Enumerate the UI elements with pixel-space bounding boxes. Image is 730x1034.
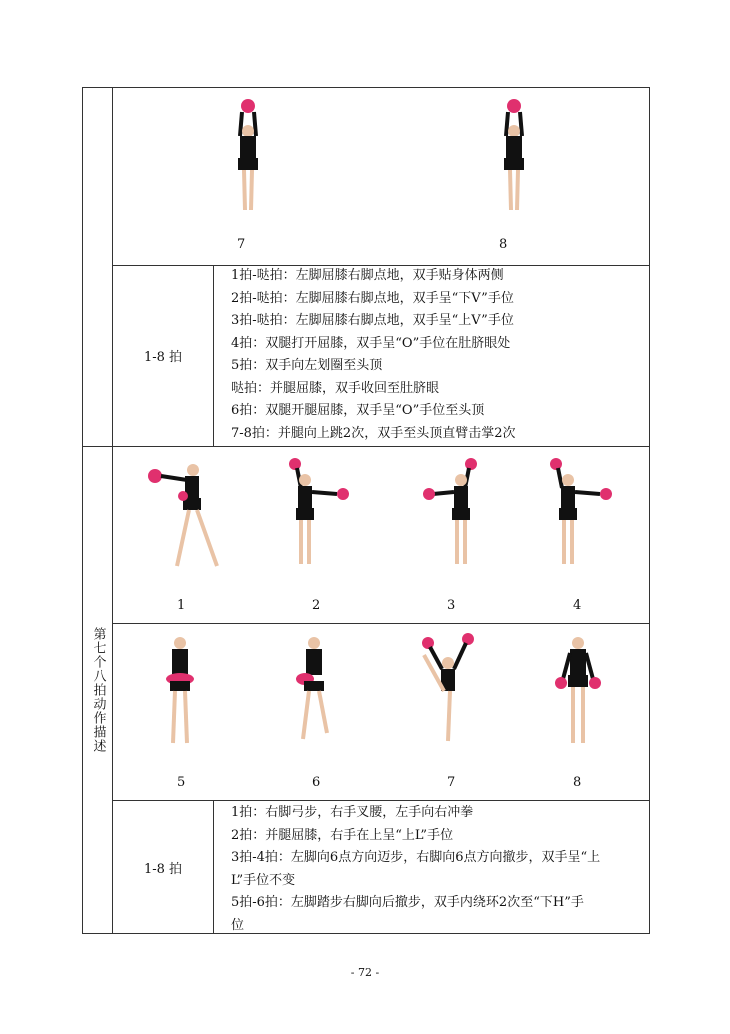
cheerleader-figure xyxy=(285,458,355,578)
cheerleader-figure xyxy=(548,458,618,578)
photo-row-section2-a xyxy=(113,446,650,623)
figure-number: 3 xyxy=(447,598,456,613)
beat-label: 1-8 拍 xyxy=(143,350,183,365)
cheerleader-figure xyxy=(155,635,205,755)
column-divider xyxy=(213,265,214,446)
beat-label: 1-8 拍 xyxy=(143,861,183,877)
section-side-label: 第七个八拍动作描述 xyxy=(90,627,106,753)
cheerleader-figure xyxy=(553,635,603,755)
figure-number: 2 xyxy=(312,598,321,613)
figure-number: 4 xyxy=(573,598,582,613)
choreography-table xyxy=(82,87,650,934)
description-line: 3拍-哒拍：左脚屈膝右脚点地，双手呈“上V”手位 xyxy=(231,313,514,328)
figure-number: 5 xyxy=(177,775,186,790)
description-line: L”手位不变 xyxy=(231,872,296,888)
cheerleader-figure xyxy=(143,458,223,578)
figure-number: 8 xyxy=(573,775,582,790)
cheerleader-figure xyxy=(489,98,539,218)
description-line: 2拍-哒拍：左脚屈膝右脚点地，双手呈“下V”手位 xyxy=(231,290,514,306)
figure-number: 6 xyxy=(312,775,321,790)
description-line: 2拍：并腿屈膝，右手在上呈“上L”手位 xyxy=(231,827,454,843)
description-line: 位 xyxy=(231,917,245,933)
description-line: 5拍：双手向左划圈至头顶 xyxy=(231,358,383,373)
description-line: 哒拍：并腿屈膝，双手收回至肚脐眼 xyxy=(231,380,440,396)
description-line: 4拍：双腿打开屈膝，双手呈“O”手位在肚脐眼处 xyxy=(231,335,511,351)
photo-row-section1 xyxy=(113,88,650,265)
page-number: - 72 - xyxy=(350,966,380,979)
figure-number: 1 xyxy=(177,598,186,613)
photo-row-section2-b xyxy=(113,623,650,800)
figure-number: 7 xyxy=(237,237,246,252)
description-line: 1拍：右脚弓步，右手叉腰，左手向右冲拳 xyxy=(231,805,474,820)
movement-description xyxy=(231,265,643,445)
description-line: 7-8拍：并腿向上跳2次，双手至头顶直臂击掌2次 xyxy=(231,425,516,441)
cheerleader-figure xyxy=(418,633,478,753)
description-line: 5拍-6拍：左脚踏步右脚向后撤步，双手内绕环2次至“下H”手 xyxy=(231,895,584,910)
description-line: 1拍-哒拍：左脚屈膝右脚点地，双手贴身体两侧 xyxy=(231,268,504,283)
cheerleader-figure xyxy=(289,635,339,755)
figure-number: 7 xyxy=(447,775,456,790)
column-divider xyxy=(213,800,214,934)
description-line: 6拍：双腿开腿屈膝，双手呈“O”手位至头顶 xyxy=(231,403,485,418)
movement-description xyxy=(231,802,643,937)
description-line: 3拍-4拍：左脚向6点方向迈步，右脚向6点方向撤步，双手呈“上 xyxy=(231,850,601,865)
cheerleader-figure xyxy=(423,458,493,578)
cheerleader-figure xyxy=(223,98,273,218)
figure-number: 8 xyxy=(499,237,508,252)
